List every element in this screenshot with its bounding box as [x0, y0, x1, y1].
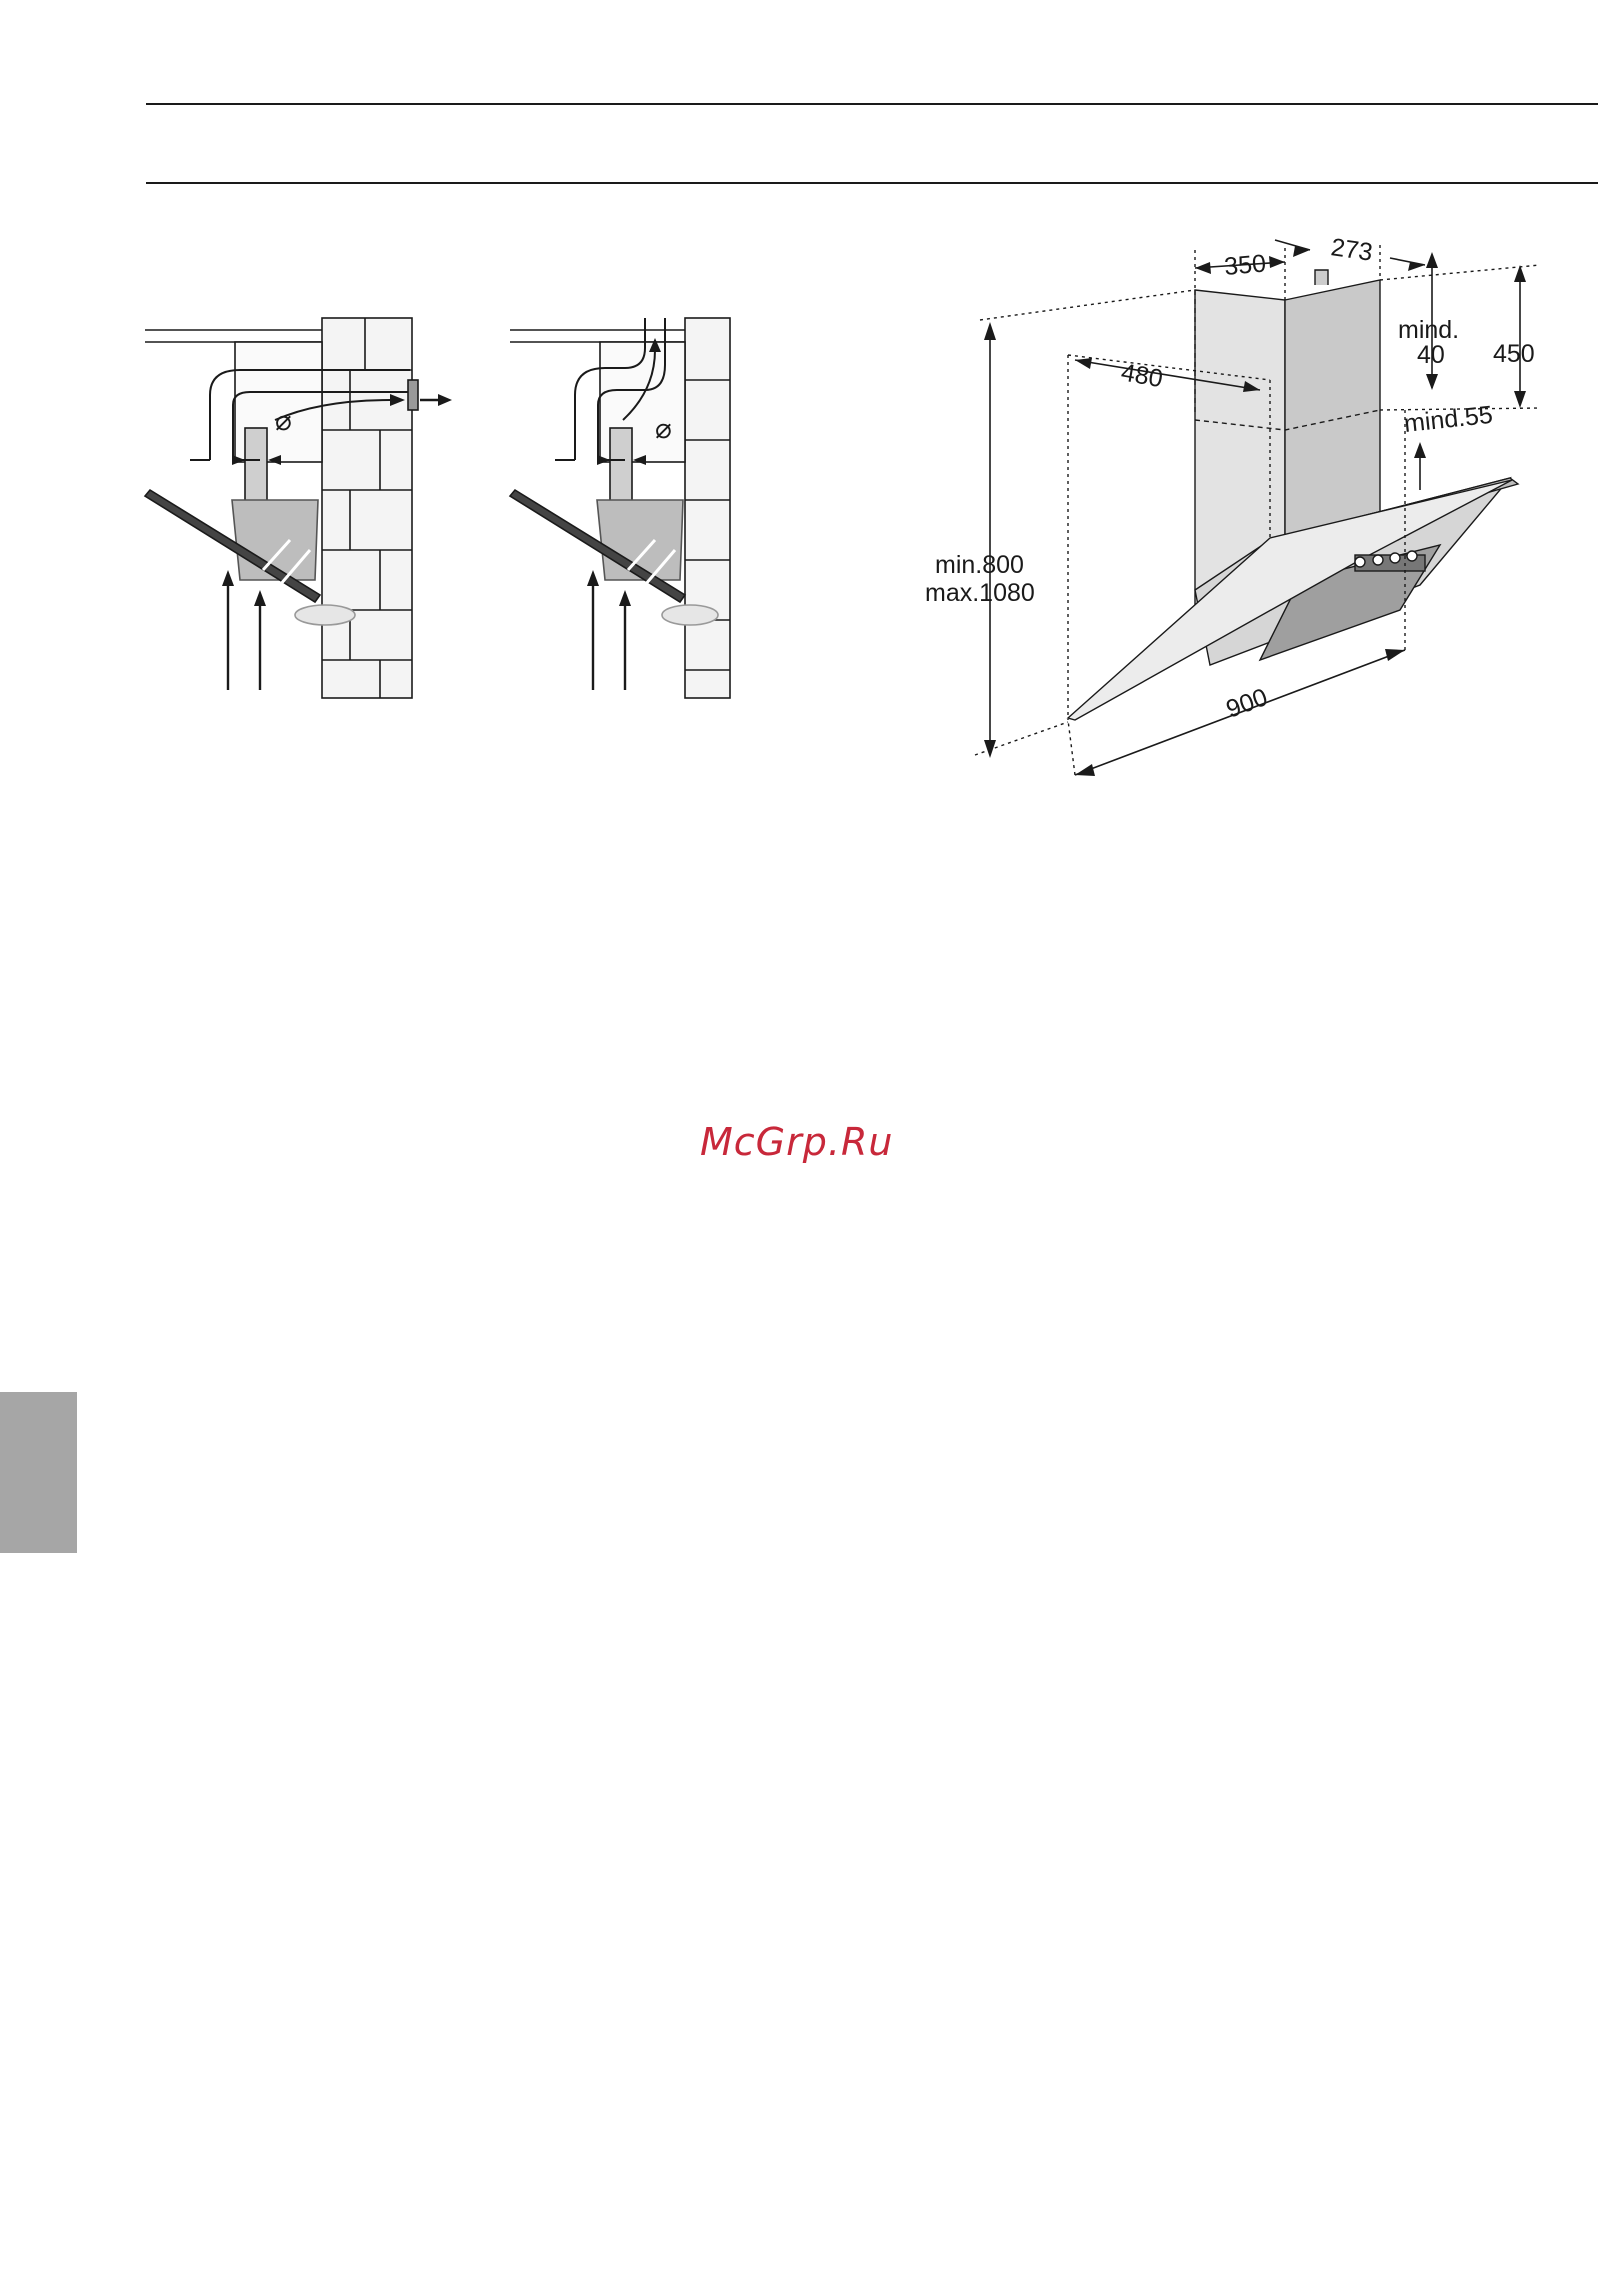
dim-450: 450 [1493, 340, 1535, 368]
side-language-tab [0, 1392, 77, 1553]
dim-350: 350 [1223, 249, 1268, 281]
dim-40: 40 [1417, 341, 1445, 369]
dim-max-1080: max.1080 [925, 579, 1035, 607]
diameter-symbol-1: ⌀ [275, 405, 292, 436]
diameter-symbol-2: ⌀ [655, 413, 672, 444]
dim-mind-55: mind.55 [1402, 400, 1495, 438]
dim-480: 480 [1118, 358, 1165, 394]
watermark-text: McGrp.Ru [700, 1120, 894, 1164]
dim-273: 273 [1329, 233, 1375, 267]
dim-min-800: min.800 [935, 551, 1024, 579]
dim-mind-label: mind. [1398, 316, 1460, 344]
dim-900: 900 [1222, 683, 1272, 724]
